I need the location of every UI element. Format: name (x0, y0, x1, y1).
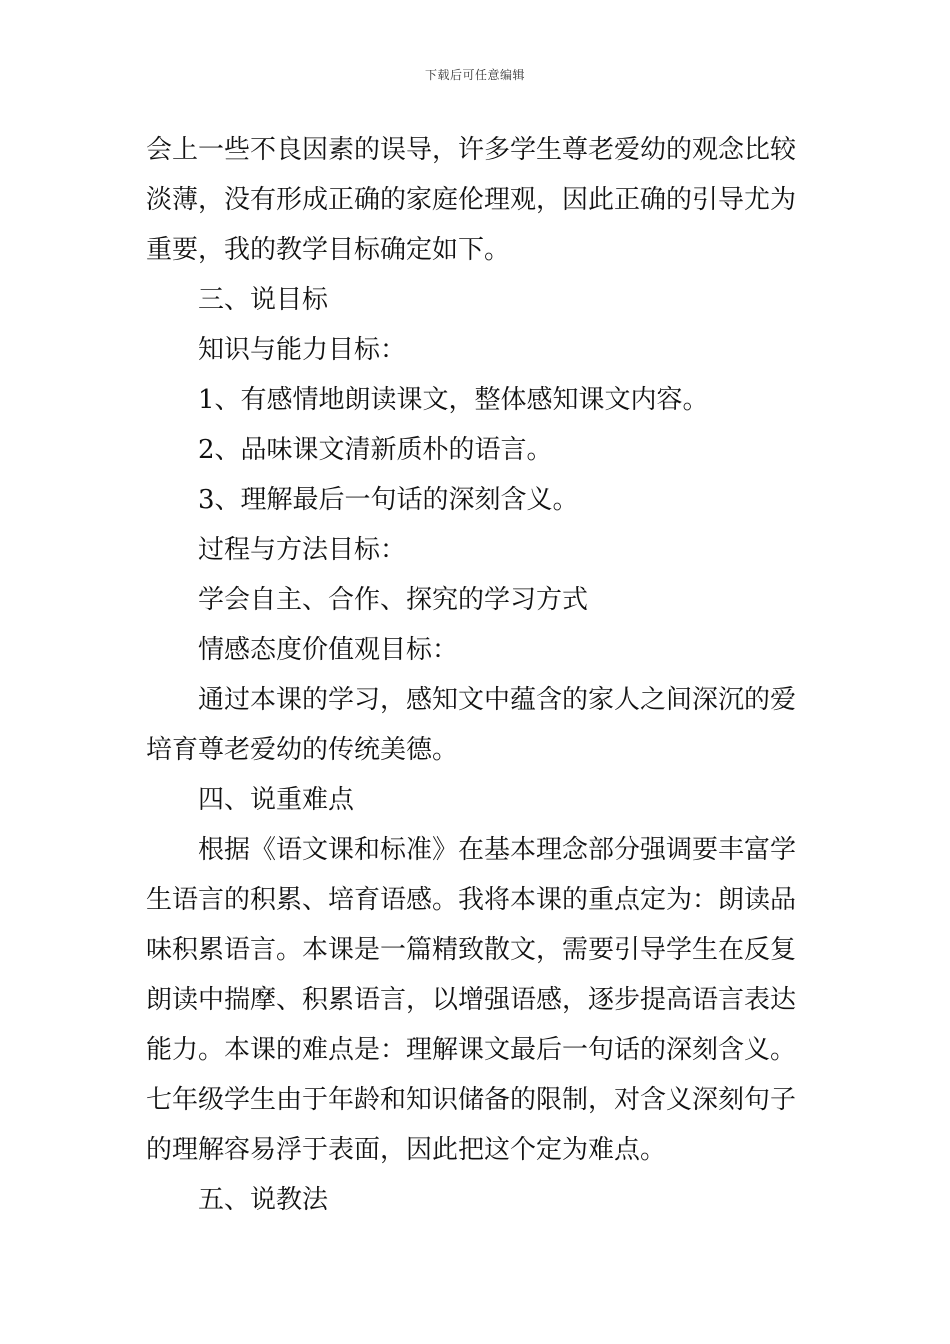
section-heading-goals: 三、说目标 (198, 285, 329, 315)
body-line: 学会自主、合作、探究的学习方式 (198, 585, 589, 615)
body-line: 根据《语文课和标准》在基本理念部分强调要丰富学 (198, 835, 797, 865)
subheading-knowledge-ability: 知识与能力目标： (198, 335, 407, 365)
body-line: 能力。本课的难点是：理解课文最后一句话的深刻含义。 (146, 1035, 797, 1065)
body-line: 通过本课的学习，感知文中蕴含的家人之间深沉的爱 (198, 685, 797, 715)
body-line: 七年级学生由于年龄和知识储备的限制，对含义深刻句子 (146, 1085, 797, 1115)
body-line: 朗读中揣摩、积累语言，以增强语感，逐步提高语言表达 (146, 985, 797, 1015)
section-heading-teaching-method: 五、说教法 (198, 1185, 329, 1215)
document-body (146, 125, 812, 1225)
list-item: 3、理解最后一句话的深刻含义。 (198, 485, 579, 515)
body-line: 会上一些不良因素的误导，许多学生尊老爱幼的观念比较 (146, 135, 797, 165)
body-line: 味积累语言。本课是一篇精致散文，需要引导学生在反复 (146, 935, 797, 965)
list-item: 1、有感情地朗读课文，整体感知课文内容。 (198, 385, 709, 415)
subheading-emotion-values: 情感态度价值观目标： (198, 635, 459, 665)
body-line: 淡薄，没有形成正确的家庭伦理观，因此正确的引导尤为 (146, 185, 797, 215)
body-line: 生语言的积累、培育语感。我将本课的重点定为：朗读品 (146, 885, 797, 915)
subheading-process-method: 过程与方法目标： (198, 535, 407, 565)
body-line: 的理解容易浮于表面，因此把这个定为难点。 (146, 1135, 667, 1165)
page-header: 下载后可任意编辑 (424, 68, 525, 82)
body-line: 培育尊老爱幼的传统美德。 (146, 735, 459, 765)
body-line: 重要，我的教学目标确定如下。 (146, 235, 511, 265)
section-heading-key-points: 四、说重难点 (198, 785, 355, 815)
list-item: 2、品味课文清新质朴的语言。 (198, 435, 553, 465)
